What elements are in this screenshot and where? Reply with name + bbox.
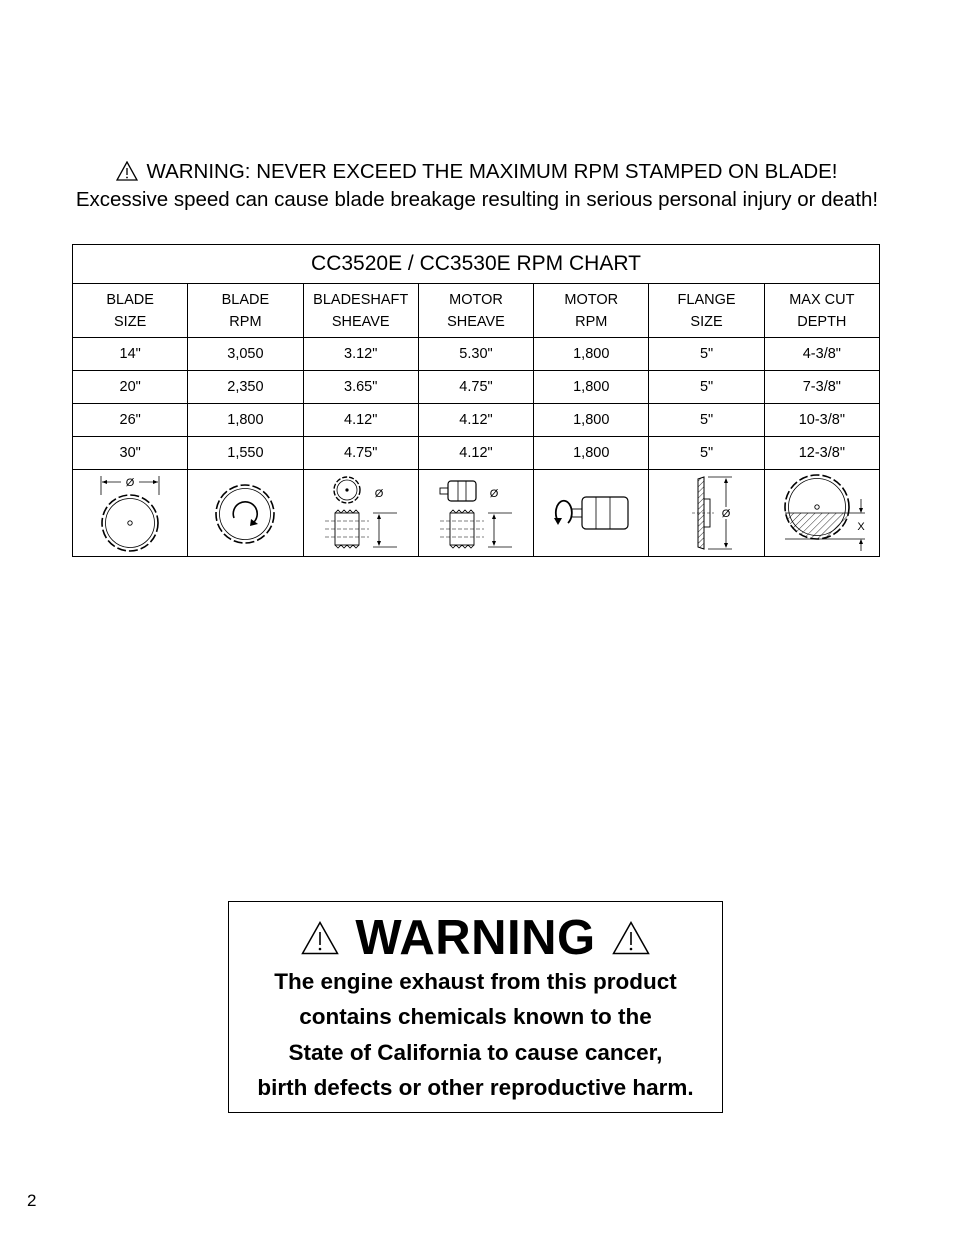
table-cell: 4.12"	[303, 404, 418, 437]
table-cell: 3.65"	[303, 371, 418, 404]
rpm-chart-table	[72, 244, 880, 557]
col-header-motor-rpm: MOTOR RPM	[534, 284, 649, 338]
table-cell: 10-3/8"	[764, 404, 879, 437]
table-cell: 7-3/8"	[764, 371, 879, 404]
california-warning-title: WARNING	[355, 911, 596, 965]
rpm-warning-line-2: Excessive speed can cause blade breakage resulting in serious personal injury or death!	[75, 188, 879, 211]
table-cell: 5.30"	[418, 338, 533, 371]
table-cell: 3.12"	[303, 338, 418, 371]
blade-diameter-icon	[95, 473, 165, 553]
table-cell: 1,800	[534, 371, 649, 404]
table-cell: 30"	[73, 437, 188, 470]
motor-rotation-icon	[546, 483, 636, 543]
california-warning-header	[229, 908, 722, 968]
table-row	[73, 338, 880, 371]
col-header-blade-rpm: BLADE RPM	[188, 284, 303, 338]
page-number: 2	[27, 1191, 37, 1210]
table-cell: 14"	[73, 338, 188, 371]
motor-sheave-icon	[436, 473, 516, 553]
table-cell: 1,800	[534, 437, 649, 470]
california-warning-line: contains chemicals known to the	[299, 1004, 652, 1029]
california-warning-box	[228, 901, 723, 1113]
table-cell: 1,800	[534, 404, 649, 437]
table-cell: 5"	[649, 437, 764, 470]
table-cell: 4.75"	[303, 437, 418, 470]
table-cell: 12-3/8"	[764, 437, 879, 470]
table-cell: 4-3/8"	[764, 338, 879, 371]
table-cell: 5"	[649, 404, 764, 437]
table-cell: 3,050	[188, 338, 303, 371]
icon-cell-flange-size	[649, 470, 764, 557]
table-cell: 1,550	[188, 437, 303, 470]
col-header-max-cut-depth: MAX CUT DEPTH	[764, 284, 879, 338]
col-header-bladeshaft-sheave: BLADESHAFT SHEAVE	[303, 284, 418, 338]
icon-cell-bladeshaft-sheave	[303, 470, 418, 557]
diameter-symbol: Ø	[125, 477, 135, 489]
col-header-motor-sheave: MOTOR SHEAVE	[418, 284, 533, 338]
table-cell: 1,800	[188, 404, 303, 437]
flange-icon	[672, 473, 742, 553]
rpm-chart-header-row	[73, 284, 880, 338]
rpm-chart-title: CC3520E / CC3530E RPM CHART	[73, 245, 880, 284]
table-cell: 4.75"	[418, 371, 533, 404]
col-header-flange-size: FLANGE SIZE	[649, 284, 764, 338]
table-row	[73, 371, 880, 404]
icon-row	[73, 470, 880, 557]
table-cell: 26"	[73, 404, 188, 437]
warning-triangle-icon	[116, 161, 138, 181]
blade-rotation-icon	[210, 478, 280, 548]
bladeshaft-sheave-icon	[321, 473, 401, 553]
california-warning-line: birth defects or other reproductive harm.	[257, 1075, 694, 1100]
table-row	[73, 437, 880, 470]
icon-cell-blade-rpm	[188, 470, 303, 557]
diameter-symbol: Ø	[489, 488, 499, 500]
table-cell: 4.12"	[418, 437, 533, 470]
table-cell: 4.12"	[418, 404, 533, 437]
col-header-blade-size: BLADE SIZE	[73, 284, 188, 338]
table-cell: 2,350	[188, 371, 303, 404]
california-warning-line: The engine exhaust from this product	[274, 969, 677, 994]
california-warning-line: State of California to cause cancer,	[288, 1040, 663, 1065]
depth-symbol: X	[857, 521, 865, 533]
table-cell: 5"	[649, 338, 764, 371]
table-cell: 1,800	[534, 338, 649, 371]
icon-cell-max-cut-depth	[764, 470, 879, 557]
table-row	[73, 404, 880, 437]
icon-cell-motor-sheave	[418, 470, 533, 557]
warning-triangle-icon	[301, 921, 339, 955]
table-cell: 20"	[73, 371, 188, 404]
table-cell: 5"	[649, 371, 764, 404]
icon-cell-blade-size	[73, 470, 188, 557]
warning-triangle-icon	[612, 921, 650, 955]
rpm-warning-line-1	[0, 158, 954, 186]
cut-depth-icon	[777, 473, 867, 553]
diameter-symbol: Ø	[374, 488, 383, 500]
icon-cell-motor-rpm	[534, 470, 649, 557]
diameter-symbol: Ø	[721, 508, 730, 520]
rpm-warning-text: WARNING: NEVER EXCEED THE MAXIMUM RPM STAMPED ON BLADE!	[146, 160, 838, 183]
